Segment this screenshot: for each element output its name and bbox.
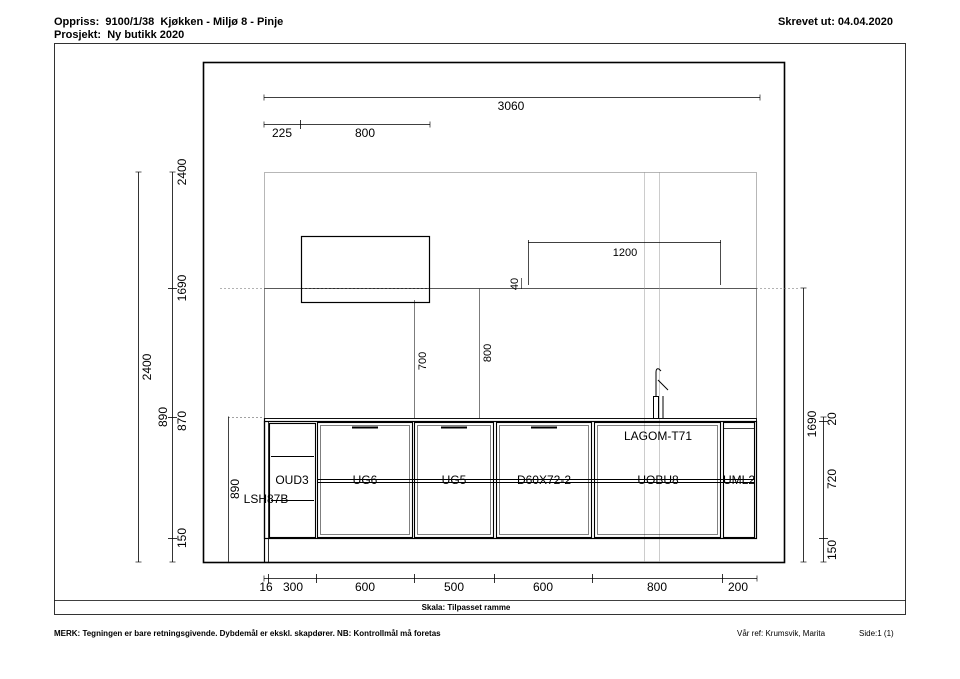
dim-panel-800: 800: [482, 343, 494, 363]
dim-shelf-width: 1200: [612, 247, 638, 259]
label-lsh87b: LSH87B: [243, 492, 289, 506]
dim-offset-left: 225: [271, 126, 293, 140]
dim-right-20: 20: [825, 412, 839, 426]
label-ug5: UG5: [441, 473, 467, 487]
dim-left-890-low: 890: [228, 478, 242, 500]
faucet-icon: [654, 369, 669, 419]
label-uml2: UML2: [722, 473, 756, 487]
dim-panel-700: 700: [417, 351, 429, 371]
label-uobu8: UOBU8: [637, 473, 679, 487]
dim-hood-width: 800: [354, 126, 376, 140]
dim-bottom-500: 500: [443, 580, 465, 594]
footer-page: Side:1 (1): [859, 629, 894, 638]
dim-left-2400: 2400: [140, 353, 154, 381]
label-d60x72: D60X72-2: [516, 473, 572, 487]
backsplash-panel: [265, 289, 757, 419]
dim-left-870: 870: [175, 410, 189, 432]
label-lagom: LAGOM-T71: [623, 429, 693, 443]
dim-right-150: 150: [825, 539, 839, 561]
dim-bottom-300: 300: [282, 580, 304, 594]
dim-right-720: 720: [825, 468, 839, 490]
dim-left-2400-top: 2400: [175, 158, 189, 186]
project-value: Ny butikk 2020: [107, 29, 185, 41]
dim-gap-40: 40: [509, 277, 521, 291]
dim-bottom-16: 16: [259, 580, 273, 594]
upper-wall-area: [265, 173, 757, 289]
dim-bottom-200: 200: [727, 580, 749, 594]
dim-left-150: 150: [175, 527, 189, 549]
project-label: Prosjekt:: [54, 29, 102, 41]
dim-bottom-600-a: 600: [354, 580, 376, 594]
footer-note: MERK: Tegningen er bare retningsgivende. Dybdemål er ekskl. skapdører. NB: Kontrollmål må foretas: [54, 629, 441, 638]
order-label: Oppriss:: [54, 16, 100, 28]
scale-label: Skala: Tilpasset ramme: [421, 603, 511, 612]
dim-left-890: 890: [156, 406, 170, 428]
print-date: Skrevet ut: 04.04.2020: [778, 16, 893, 28]
dim-right-1690: 1690: [805, 410, 819, 438]
dim-total-width: 3060: [497, 99, 525, 113]
dim-bottom-600-b: 600: [532, 580, 554, 594]
dim-left-1690: 1690: [175, 274, 189, 302]
dim-bottom-800: 800: [646, 580, 668, 594]
order-value: 9100/1/38 Kjøkken - Miljø 8 - Pinje: [105, 16, 284, 28]
range-hood: [302, 237, 430, 303]
footer-ref: Vår ref: Krumsvik, Marita: [737, 629, 826, 638]
label-ug6: UG6: [352, 473, 378, 487]
label-oud3: OUD3: [275, 473, 309, 487]
